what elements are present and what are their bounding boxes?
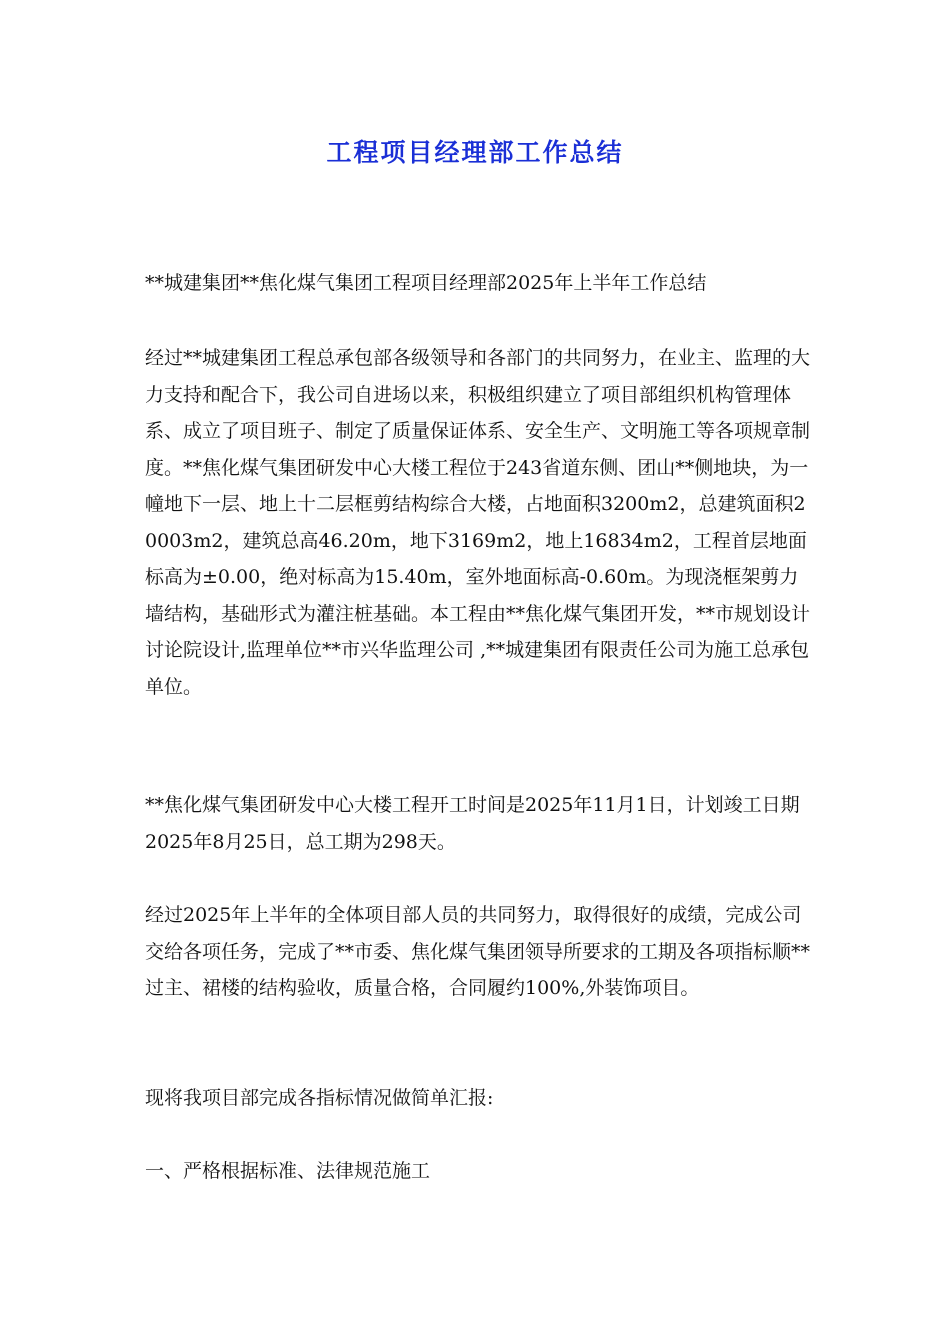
document-title: 工程项目经理部工作总结 — [326, 138, 624, 167]
report-intro-paragraph: 现将我项目部完成各指标情况做简单汇报: — [145, 1087, 494, 1109]
schedule-paragraph: **焦化煤气集团研发中心大楼工程开工时间是2025年11月1日，计划竣工日期2025年8月25日，总工期为298天。 — [145, 794, 800, 853]
section-heading-1: 一、严格根据标准、法律规范施工 — [145, 1160, 431, 1182]
results-paragraph: 经过2025年上半年的全体项目部人员的共同努力，取得很好的成绩，完成公司交给各项任务，完成了**市委、焦化煤气集团领导所要求的工期及各项指标顺**过主、裙楼的结构验收，质量合格，合同履约100%,外装饰项目。 — [145, 904, 811, 999]
summary-subtitle: **城建集团**焦化煤气集团工程项目经理部2025年上半年工作总结 — [145, 272, 707, 294]
project-overview-paragraph: 经过**城建集团工程总承包部各级领导和各部门的共同努力，在业主、监理的大力支持和配合下，我公司自进场以来，积极组织建立了项目部组织机构管理体系、成立了项目班子、制定了质量保证体系、安全生产、文明施工等各项规章制度。**焦化煤气集团研发中心大楼工程位于243省道东侧、团山**侧地块，为一幢地下一层、地上十二层框剪结构综合大楼，占地面积3200m2，总建筑面积20003m2，建筑总高46.20m，地下3169m2，地上16834m2，工程首层地面标高为±0.00，绝对标高为15.40m，室外地面标高-0.60m。为现浇框架剪力墙结构，基础形式为灌注桩基础。本工程由**焦化煤气集团开发，**市规划设计讨论院设计,监理单位**市兴华监理公司 ,**城建集团有限责任公司为施工总承包单位。 — [145, 347, 811, 698]
